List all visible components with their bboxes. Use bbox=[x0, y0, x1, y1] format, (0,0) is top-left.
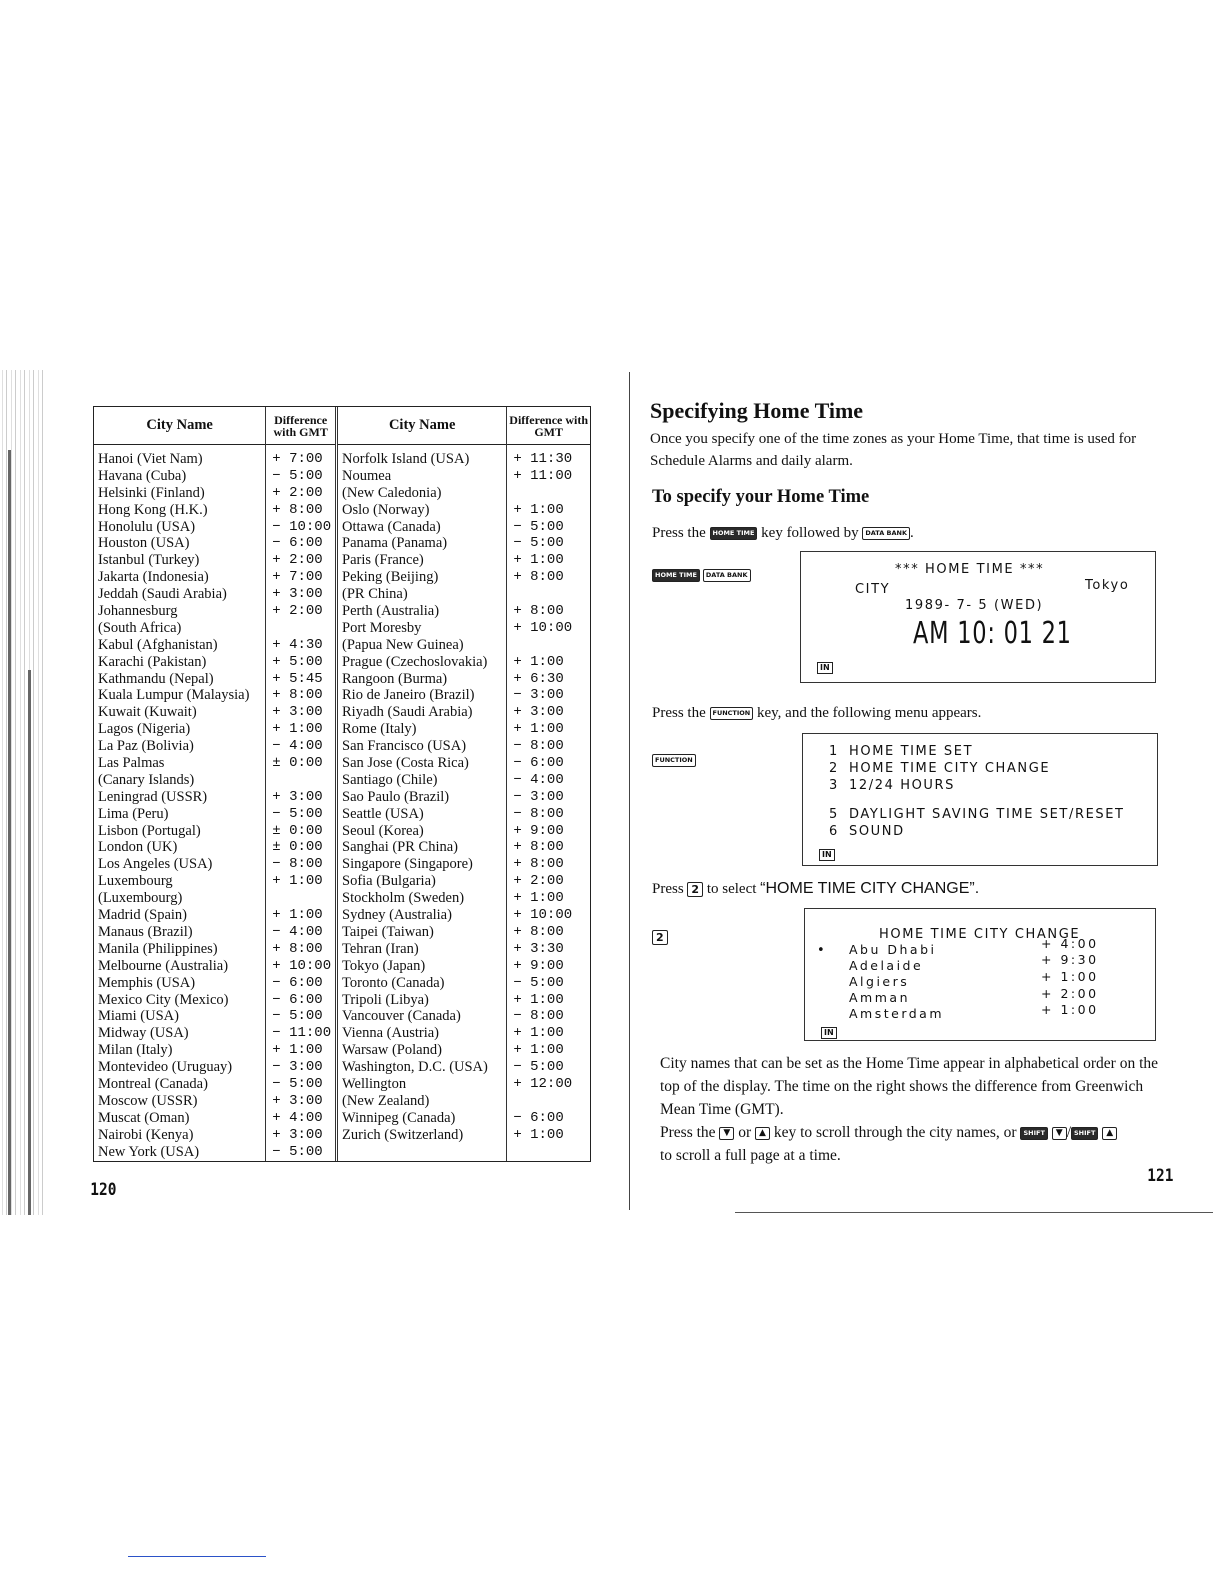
menu-item-label: HOME TIME CITY CHANGE bbox=[849, 761, 1051, 776]
table-city-cell: Las Palmas bbox=[98, 755, 165, 772]
data-bank-key-icon: DATA BANK bbox=[862, 527, 910, 540]
table-diff-cell: − 10:00 bbox=[272, 518, 332, 535]
table-city-cell: Hong Kong (H.K.) bbox=[98, 501, 208, 518]
table-city-cell: Santiago (Chile) bbox=[342, 771, 438, 788]
table-city-cell: Hanoi (Viet Nam) bbox=[98, 451, 203, 467]
table-diff-cell bbox=[266, 772, 335, 789]
step-3-key bbox=[652, 928, 671, 946]
table-diff-cell: + 3:00 bbox=[272, 1126, 323, 1143]
table-city-cell: Port Moresby bbox=[342, 619, 422, 636]
table-city-cell: Sao Paulo (Brazil) bbox=[342, 788, 450, 805]
city-name-header: City Name bbox=[94, 407, 265, 445]
table-diff-cell: − 8:00 bbox=[513, 738, 564, 755]
table-city-cell: Johannesburg bbox=[98, 603, 178, 620]
page-gutter bbox=[629, 372, 630, 1210]
table-diff-cell: + 5:00 bbox=[272, 653, 323, 670]
table-city-cell: Havana (Cuba) bbox=[98, 467, 187, 484]
scan-edge-strip bbox=[0, 370, 44, 1215]
city-list-diff: + 1:00 bbox=[1041, 1002, 1099, 1017]
in-indicator-icon: IN bbox=[817, 662, 833, 674]
table-diff-cell bbox=[507, 1093, 590, 1110]
time-display: AM 10: 01 21 bbox=[913, 616, 1072, 651]
table-city-cell: Perth (Australia) bbox=[342, 603, 440, 620]
menu-item-number: 1 bbox=[829, 744, 839, 759]
table-city-cell: London (UK) bbox=[98, 839, 178, 856]
table-diff-cell: − 6:00 bbox=[513, 1109, 564, 1126]
table-diff-cell: + 8:00 bbox=[513, 569, 564, 586]
table-diff-cell: − 3:00 bbox=[513, 788, 564, 805]
table-diff-cell: + 5:45 bbox=[272, 670, 323, 687]
table-diff-cell: − 6:00 bbox=[272, 991, 323, 1008]
table-city-cell: (South Africa) bbox=[98, 619, 182, 636]
table-diff-cell: + 8:00 bbox=[272, 940, 323, 957]
table-city-cell: Leningrad (USSR) bbox=[98, 788, 208, 805]
table-city-cell: San Francisco (USA) bbox=[342, 738, 467, 755]
table-city-cell: (Luxembourg) bbox=[98, 890, 183, 907]
table-city-cell: Moscow (USSR) bbox=[98, 1092, 198, 1109]
step-3-instruction bbox=[652, 880, 979, 898]
bottom-rule bbox=[735, 1212, 1213, 1213]
table-diff-cell: + 3:30 bbox=[513, 940, 564, 957]
down-arrow-key-icon: ▼ bbox=[1052, 1127, 1067, 1140]
table-diff-cell: + 1:00 bbox=[513, 1126, 564, 1143]
table-diff-cell: + 10:00 bbox=[272, 957, 332, 974]
table-city-cell: Karachi (Pakistan) bbox=[98, 653, 207, 670]
table-city-cell: Lisbon (Portugal) bbox=[98, 822, 201, 839]
city-list-diff: + 4:00 bbox=[1041, 936, 1099, 951]
table-city-cell: Tripoli (Libya) bbox=[342, 991, 429, 1008]
table-diff-cell: + 8:00 bbox=[513, 856, 564, 873]
table-city-cell: Rome (Italy) bbox=[342, 721, 417, 738]
table-city-cell: Seattle (USA) bbox=[342, 805, 424, 822]
table-diff-cell bbox=[507, 637, 590, 654]
table-city-cell: Seoul (Korea) bbox=[342, 822, 424, 839]
table-diff-cell: + 3:00 bbox=[272, 704, 323, 721]
table-diff-cell bbox=[507, 485, 590, 502]
table-city-cell: (PR China) bbox=[342, 586, 408, 603]
table-diff-cell: + 9:00 bbox=[513, 822, 564, 839]
table-city-cell: Montevideo (Uruguay) bbox=[98, 1059, 233, 1076]
city-value: Tokyo bbox=[1085, 578, 1130, 593]
menu-item-number: 3 bbox=[829, 778, 839, 793]
table-city-cell: Memphis (USA) bbox=[98, 974, 196, 991]
table-city-cell: Rio de Janeiro (Brazil) bbox=[342, 687, 475, 704]
outro-text: Press the bbox=[660, 1124, 716, 1141]
difference-column-left bbox=[266, 407, 338, 1161]
city-list-item[interactable]: Adelaide bbox=[849, 958, 924, 973]
table-city-cell: Montreal (Canada) bbox=[98, 1075, 208, 1092]
table-city-cell: Honolulu (USA) bbox=[98, 518, 196, 535]
table-diff-cell: + 2:00 bbox=[513, 873, 564, 890]
screen-header: *** HOME TIME *** bbox=[895, 562, 1045, 577]
section-subheading: To specify your Home Time bbox=[652, 487, 870, 507]
table-city-cell: Zurich (Switzerland) bbox=[342, 1126, 464, 1143]
table-diff-cell: + 6:30 bbox=[513, 670, 564, 687]
step-1-key-sequence bbox=[652, 566, 754, 584]
table-diff-cell: − 6:00 bbox=[272, 535, 323, 552]
table-diff-cell: − 8:00 bbox=[272, 856, 323, 873]
table-city-cell: Riyadh (Saudi Arabia) bbox=[342, 704, 473, 721]
table-city-cell: Lagos (Nigeria) bbox=[98, 721, 191, 738]
table-city-cell: (New Zealand) bbox=[342, 1092, 430, 1109]
table-city-cell: Miami (USA) bbox=[98, 1008, 179, 1025]
table-diff-cell: + 8:00 bbox=[272, 687, 323, 704]
table-city-cell: Norfolk Island (USA) bbox=[342, 451, 470, 467]
shift-key-icon: SHIFT bbox=[1020, 1127, 1047, 1140]
key-2-icon: 2 bbox=[652, 930, 668, 945]
table-city-cell: (Canary Islands) bbox=[98, 771, 195, 788]
step-3-quoted-option: “HOME TIME CITY CHANGE”. bbox=[760, 880, 980, 897]
lcd-screen-city-change bbox=[804, 908, 1156, 1041]
table-diff-cell: + 3:00 bbox=[272, 586, 323, 603]
table-diff-cell: + 3:00 bbox=[272, 788, 323, 805]
table-diff-cell: − 5:00 bbox=[272, 1143, 323, 1160]
table-city-cell: Taipei (Taiwan) bbox=[342, 923, 434, 940]
table-diff-cell: ± 0:00 bbox=[272, 822, 323, 839]
menu-item-label: SOUND bbox=[849, 824, 905, 839]
table-diff-cell: − 4:00 bbox=[513, 771, 564, 788]
step-2-key bbox=[652, 751, 699, 769]
outro-text: to scroll a full page at a time. bbox=[660, 1147, 841, 1164]
city-list-item[interactable]: Abu Dhabi bbox=[849, 942, 937, 957]
table-diff-cell: + 8:00 bbox=[513, 603, 564, 620]
table-diff-cell: + 1:00 bbox=[513, 1025, 564, 1042]
city-label: CITY bbox=[855, 582, 891, 597]
table-diff-cell: − 5:00 bbox=[513, 535, 564, 552]
menu-item[interactable] bbox=[829, 807, 1125, 822]
table-city-cell: La Paz (Bolivia) bbox=[98, 738, 194, 755]
table-diff-cell: − 5:00 bbox=[272, 1075, 323, 1092]
table-city-cell: Midway (USA) bbox=[98, 1025, 189, 1042]
table-city-cell: Kuwait (Kuwait) bbox=[98, 704, 197, 721]
table-diff-cell: + 2:00 bbox=[272, 552, 323, 569]
lcd-screen-home-time bbox=[800, 551, 1156, 683]
table-city-cell: Nairobi (Kenya) bbox=[98, 1126, 194, 1143]
table-city-cell: Kuala Lumpur (Malaysia) bbox=[98, 687, 250, 704]
table-diff-cell: + 3:00 bbox=[513, 704, 564, 721]
table-city-cell: Houston (USA) bbox=[98, 535, 190, 552]
table-city-cell: Melbourne (Australia) bbox=[98, 957, 229, 974]
table-city-cell: Singapore (Singapore) bbox=[342, 856, 473, 873]
table-diff-cell: + 11:30 bbox=[513, 451, 573, 467]
table-diff-cell: − 5:00 bbox=[272, 805, 323, 822]
table-diff-cell: + 1:00 bbox=[513, 991, 564, 1008]
selection-marker-icon: • bbox=[817, 943, 827, 958]
menu-item[interactable] bbox=[829, 824, 905, 839]
page-number-left: 120 bbox=[90, 1180, 117, 1200]
table-city-cell: Vienna (Austria) bbox=[342, 1025, 439, 1042]
shift-key-icon: SHIFT bbox=[1071, 1127, 1098, 1140]
step-1-instruction bbox=[652, 525, 914, 542]
table-diff-cell: + 9:00 bbox=[513, 957, 564, 974]
table-diff-cell: + 10:00 bbox=[513, 619, 573, 636]
table-city-cell: Prague (Czechoslovakia) bbox=[342, 653, 488, 670]
table-diff-cell bbox=[266, 890, 335, 907]
table-city-cell: Lima (Peru) bbox=[98, 805, 169, 822]
footer-link-rule bbox=[128, 1556, 266, 1557]
table-city-cell: Peking (Beijing) bbox=[342, 569, 439, 586]
table-diff-cell: + 8:00 bbox=[513, 923, 564, 940]
date-display: 1989- 7- 5 (WED) bbox=[905, 598, 1044, 613]
page-title: Specifying Home Time bbox=[650, 398, 864, 423]
table-diff-cell: + 1:00 bbox=[513, 653, 564, 670]
table-diff-cell: + 3:00 bbox=[272, 1092, 323, 1109]
data-bank-key-icon: DATA BANK bbox=[703, 569, 751, 582]
table-diff-cell bbox=[266, 620, 335, 637]
table-diff-cell: − 5:00 bbox=[513, 518, 564, 535]
table-diff-cell: + 1:00 bbox=[513, 721, 564, 738]
table-diff-cell: + 10:00 bbox=[513, 907, 573, 924]
table-city-cell: Tokyo (Japan) bbox=[342, 957, 426, 974]
table-diff-cell bbox=[507, 586, 590, 603]
in-indicator-icon: IN bbox=[819, 849, 835, 861]
table-city-cell: Vancouver (Canada) bbox=[342, 1008, 461, 1025]
difference-header: Difference with GMT bbox=[266, 407, 335, 445]
outro-text: or bbox=[738, 1124, 752, 1141]
menu-item-number: 2 bbox=[829, 761, 839, 776]
page-number-right: 121 bbox=[1147, 1166, 1174, 1186]
table-diff-cell: + 1:00 bbox=[513, 552, 564, 569]
outro-text: City names that can be set as the Home Time appear in alphabetical order on the top of the display. The time on the right shows the difference from Greenwich Mean Time (GMT). bbox=[660, 1055, 1159, 1118]
table-diff-cell: − 6:00 bbox=[513, 755, 564, 772]
city-column-left bbox=[94, 407, 266, 1161]
outro-text: key to scroll through the city names, or bbox=[773, 1124, 1017, 1141]
table-diff-cell: − 3:00 bbox=[272, 1059, 323, 1076]
table-city-cell: Ottawa (Canada) bbox=[342, 518, 441, 535]
table-diff-cell: ± 0:00 bbox=[272, 839, 323, 856]
table-diff-cell: ± 0:00 bbox=[272, 755, 323, 772]
outro-paragraph bbox=[660, 1052, 1160, 1167]
table-city-cell: Winnipeg (Canada) bbox=[342, 1109, 456, 1126]
step-1-text: key followed by bbox=[761, 525, 859, 541]
menu-item-label: HOME TIME SET bbox=[849, 744, 974, 759]
in-indicator-icon: IN bbox=[821, 1027, 837, 1039]
table-city-cell: Sofia (Bulgaria) bbox=[342, 873, 436, 890]
city-list-item[interactable]: Algiers bbox=[849, 974, 910, 989]
city-list-diff: + 2:00 bbox=[1041, 986, 1099, 1001]
table-city-cell: Panama (Panama) bbox=[342, 535, 448, 552]
table-city-cell: Milan (Italy) bbox=[98, 1042, 173, 1059]
table-city-cell: Manila (Philippines) bbox=[98, 940, 218, 957]
intro-paragraph: Once you specify one of the time zones as your Home Time, that time is used for Schedule Alarms and daily alarm. bbox=[650, 431, 1137, 469]
table-diff-cell: + 4:30 bbox=[272, 636, 323, 653]
table-city-cell: Washington, D.C. (USA) bbox=[342, 1059, 488, 1076]
home-time-key-icon: HOME TIME bbox=[652, 569, 700, 582]
city-list-item[interactable]: Amsterdam bbox=[849, 1006, 945, 1021]
table-diff-cell: − 6:00 bbox=[272, 974, 323, 991]
city-name-header: City Name bbox=[338, 407, 506, 445]
table-city-cell: Madrid (Spain) bbox=[98, 907, 187, 924]
table-diff-cell: + 2:00 bbox=[272, 484, 323, 501]
table-city-cell: Tehran (Iran) bbox=[342, 940, 419, 957]
timezone-table bbox=[93, 406, 591, 1162]
table-city-cell: Wellington bbox=[342, 1075, 407, 1092]
table-diff-cell: + 1:00 bbox=[272, 1042, 323, 1059]
menu-item[interactable] bbox=[829, 778, 955, 793]
home-time-key-icon: HOME TIME bbox=[710, 527, 758, 540]
table-city-cell: Warsaw (Poland) bbox=[342, 1042, 442, 1059]
screen-header: HOME TIME CITY CHANGE bbox=[879, 927, 1081, 942]
table-diff-cell: + 8:00 bbox=[513, 839, 564, 856]
city-list-diff: + 9:30 bbox=[1041, 952, 1099, 967]
table-diff-cell: + 1:00 bbox=[272, 721, 323, 738]
step-3-text: Press bbox=[652, 881, 684, 897]
menu-item-label: 12/24 HOURS bbox=[849, 778, 956, 793]
table-city-cell: Rangoon (Burma) bbox=[342, 670, 448, 687]
menu-item-number: 5 bbox=[829, 807, 839, 822]
table-diff-cell: − 3:00 bbox=[513, 687, 564, 704]
step-2-instruction bbox=[652, 705, 981, 722]
table-diff-cell: − 4:00 bbox=[272, 923, 323, 940]
table-city-cell: Sanghai (PR China) bbox=[342, 839, 459, 856]
lcd-screen-menu bbox=[802, 733, 1158, 866]
function-key-icon: FUNCTION bbox=[652, 754, 696, 767]
city-list-item[interactable]: Amman bbox=[849, 990, 910, 1005]
table-city-cell: Kabul (Afghanistan) bbox=[98, 636, 218, 653]
key-2-icon: 2 bbox=[687, 882, 703, 897]
table-city-cell: Sydney (Australia) bbox=[342, 907, 452, 924]
table-diff-cell: + 4:00 bbox=[272, 1109, 323, 1126]
difference-header: Difference with GMT bbox=[507, 407, 590, 445]
table-city-cell: Paris (France) bbox=[342, 552, 424, 569]
table-city-cell: (New Caledonia) bbox=[342, 484, 442, 501]
table-diff-cell: − 11:00 bbox=[272, 1025, 332, 1042]
table-city-cell: Manaus (Brazil) bbox=[98, 923, 193, 940]
table-diff-cell: + 7:00 bbox=[272, 569, 323, 586]
table-city-cell: Oslo (Norway) bbox=[342, 501, 430, 518]
table-diff-cell: + 7:00 bbox=[272, 451, 323, 467]
table-city-cell: Toronto (Canada) bbox=[342, 974, 445, 991]
table-diff-cell: − 8:00 bbox=[513, 805, 564, 822]
city-list-diff: + 1:00 bbox=[1041, 969, 1099, 984]
menu-item[interactable] bbox=[829, 744, 973, 759]
table-city-cell: Stockholm (Sweden) bbox=[342, 890, 465, 907]
table-city-cell: San Jose (Costa Rica) bbox=[342, 755, 469, 772]
table-diff-cell: − 5:00 bbox=[272, 1008, 323, 1025]
table-city-cell: Muscat (Oman) bbox=[98, 1109, 190, 1126]
step-1-period: . bbox=[910, 525, 914, 541]
difference-column-right bbox=[507, 407, 590, 1161]
step-2-text: key, and the following menu appears. bbox=[757, 705, 982, 721]
table-city-cell: Mexico City (Mexico) bbox=[98, 991, 229, 1008]
city-column-right bbox=[338, 407, 507, 1161]
table-diff-cell: + 2:00 bbox=[272, 603, 323, 620]
table-city-cell: Jeddah (Saudi Arabia) bbox=[98, 586, 227, 603]
table-diff-cell: + 1:00 bbox=[272, 907, 323, 924]
table-city-cell: Istanbul (Turkey) bbox=[98, 552, 200, 569]
table-city-cell: Luxembourg bbox=[98, 873, 173, 890]
function-key-icon: FUNCTION bbox=[710, 707, 754, 720]
table-city-cell: Noumea bbox=[342, 467, 392, 484]
up-arrow-key-icon: ▲ bbox=[1102, 1127, 1117, 1140]
table-diff-cell: + 1:00 bbox=[513, 501, 564, 518]
menu-item-label: DAYLIGHT SAVING TIME SET/RESET bbox=[849, 807, 1125, 822]
table-diff-cell: + 8:00 bbox=[272, 501, 323, 518]
step-2-text: Press the bbox=[652, 705, 706, 721]
up-arrow-key-icon: ▲ bbox=[755, 1127, 770, 1140]
down-arrow-key-icon: ▼ bbox=[719, 1127, 734, 1140]
table-city-cell: Helsinki (Finland) bbox=[98, 484, 205, 501]
table-diff-cell: + 1:00 bbox=[272, 873, 323, 890]
table-diff-cell: − 5:00 bbox=[272, 467, 323, 484]
table-diff-cell: + 11:00 bbox=[513, 467, 573, 484]
step-3-text: to select bbox=[706, 881, 757, 897]
table-city-cell: (Papua New Guinea) bbox=[342, 636, 464, 653]
table-diff-cell: + 12:00 bbox=[513, 1075, 573, 1092]
table-diff-cell: + 1:00 bbox=[513, 890, 564, 907]
table-city-cell: Kathmandu (Nepal) bbox=[98, 670, 214, 687]
menu-item-number: 6 bbox=[829, 824, 839, 839]
table-diff-cell: − 8:00 bbox=[513, 1008, 564, 1025]
table-diff-cell: − 5:00 bbox=[513, 1059, 564, 1076]
table-city-cell: New York (USA) bbox=[98, 1143, 200, 1160]
table-city-cell: Jakarta (Indonesia) bbox=[98, 569, 209, 586]
table-city-cell: Los Angeles (USA) bbox=[98, 856, 213, 873]
table-diff-cell: − 5:00 bbox=[513, 974, 564, 991]
table-diff-cell: + 1:00 bbox=[513, 1042, 564, 1059]
slash-separator: / bbox=[1066, 1124, 1071, 1141]
menu-item[interactable] bbox=[829, 761, 1050, 776]
table-diff-cell: − 4:00 bbox=[272, 738, 323, 755]
step-1-text: Press the bbox=[652, 525, 706, 541]
